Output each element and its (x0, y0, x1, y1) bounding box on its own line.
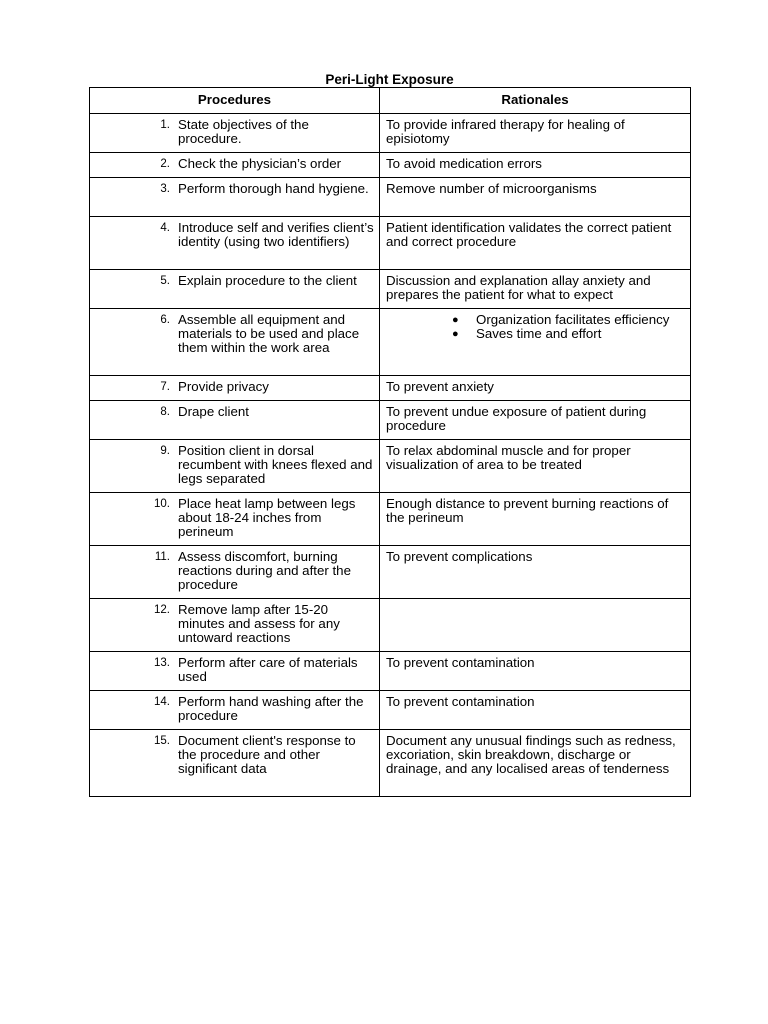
procedures-column-header: Procedures (90, 88, 380, 114)
rationale-text: To prevent anxiety (386, 379, 494, 394)
procedure-text: Check the physician’s order (178, 156, 342, 171)
rationale-cell (380, 217, 691, 270)
rationale-text (380, 599, 690, 607)
rationale-text: To relax abdominal muscle and for proper visualization of area to be treated (386, 443, 631, 473)
procedure-cell (90, 691, 380, 730)
procedure-text: Explain procedure to the client (178, 273, 357, 288)
rationale-bullet-text: Saves time and effort (476, 326, 602, 342)
table-row (90, 493, 691, 546)
rationale-cell (380, 401, 691, 440)
rationale-bullet-text: Organization facilitates efficiency (476, 312, 670, 327)
procedure-text: Position client in dorsal recumbent with knees flexed and legs separated (178, 443, 373, 487)
procedure-cell (90, 217, 380, 270)
rationale-cell (380, 153, 691, 178)
rationale-text: Enough distance to prevent burning reactions of the perineum (386, 496, 669, 526)
table-body (90, 114, 691, 797)
table-row (90, 691, 691, 730)
step-number: 4. (160, 222, 170, 234)
step-number: 12. (154, 604, 170, 616)
table-row (90, 178, 691, 217)
procedure-text: Place heat lamp between legs about 18-24 inches from perineum (178, 496, 356, 540)
rationale-text: Patient identification validates the correct patient and correct procedure (386, 220, 672, 250)
table-row (90, 440, 691, 493)
table-row (90, 599, 691, 652)
procedure-text: Perform after care of materials used (178, 655, 358, 685)
step-number: 9. (160, 445, 170, 457)
procedure-cell (90, 652, 380, 691)
rationale-text: To avoid medication errors (386, 156, 542, 171)
bullet-icon: ● (452, 328, 459, 341)
step-number: 6. (160, 314, 170, 326)
rationale-cell (380, 270, 691, 309)
rationale-text: To prevent undue exposure of patient during procedure (386, 404, 647, 434)
rationale-text: Document any unusual findings such as redness, excoriation, skin breakdown, discharge or drainage, and any localised areas of tenderness (386, 733, 676, 777)
table-header-row (90, 88, 691, 114)
procedure-text: Provide privacy (178, 379, 269, 394)
bullet-icon: ● (452, 314, 459, 326)
table-row (90, 217, 691, 270)
table-row (90, 309, 691, 376)
procedure-text: Assemble all equipment and materials to be used and place them within the work area (178, 312, 360, 356)
step-number: 7. (160, 381, 170, 393)
step-number: 2. (160, 158, 170, 170)
table-row (90, 730, 691, 797)
procedure-text: State objectives of the procedure. (178, 117, 309, 147)
rationale-cell (380, 309, 691, 376)
procedures-table (89, 87, 691, 797)
table-row (90, 153, 691, 178)
procedure-text: Drape client (178, 404, 249, 419)
rationale-text: Discussion and explanation allay anxiety and prepares the patient for what to expect (386, 273, 651, 303)
rationale-bullet-item (380, 313, 684, 327)
procedure-cell (90, 440, 380, 493)
procedure-cell (90, 546, 380, 599)
rationale-cell (380, 599, 691, 652)
procedure-cell (90, 401, 380, 440)
step-number: 13. (154, 657, 170, 669)
procedure-text: Assess discomfort, burning reactions during and after the procedure (178, 549, 351, 593)
rationale-cell (380, 114, 691, 153)
step-number: 15. (154, 735, 170, 747)
rationale-cell (380, 546, 691, 599)
table-row (90, 114, 691, 153)
step-number: 3. (160, 183, 170, 195)
document-title: Peri-Light Exposure (325, 72, 454, 87)
procedure-text: Perform hand washing after the procedure (178, 694, 364, 724)
procedure-cell (90, 599, 380, 652)
rationale-cell (380, 440, 691, 493)
rationale-cell (380, 652, 691, 691)
procedure-cell (90, 178, 380, 217)
step-number: 5. (160, 275, 170, 287)
table-row (90, 270, 691, 309)
step-number: 1. (160, 119, 170, 131)
table-row (90, 652, 691, 691)
procedure-text: Perform thorough hand hygiene. (178, 181, 369, 196)
rationale-text: To prevent contamination (386, 655, 535, 670)
rationale-text: Remove number of microorganisms (386, 181, 597, 196)
table-row (90, 376, 691, 401)
rationale-cell (380, 493, 691, 546)
procedure-cell (90, 153, 380, 178)
procedure-text: Remove lamp after 15-20 minutes and assess for any untoward reactions (178, 602, 340, 646)
procedure-cell (90, 730, 380, 797)
rationale-text: To provide infrared therapy for healing of episiotomy (386, 117, 625, 147)
rationale-bullet-item (380, 327, 684, 341)
procedure-cell (90, 376, 380, 401)
rationale-cell (380, 730, 691, 797)
procedure-cell (90, 309, 380, 376)
step-number: 8. (160, 406, 170, 418)
rationale-text: To prevent contamination (386, 694, 535, 709)
rationale-cell (380, 691, 691, 730)
rationale-cell (380, 376, 691, 401)
procedure-cell (90, 493, 380, 546)
procedure-cell (90, 114, 380, 153)
rationales-column-header: Rationales (380, 88, 691, 114)
step-number: 14. (154, 696, 170, 708)
table-row (90, 546, 691, 599)
table-row (90, 401, 691, 440)
procedure-text: Introduce self and verifies client’s identity (using two identifiers) (178, 220, 374, 250)
rationale-bullet-list (380, 309, 690, 345)
procedure-cell (90, 270, 380, 309)
step-number: 10. (154, 498, 170, 510)
rationale-text: To prevent complications (386, 549, 533, 564)
step-number: 11. (154, 551, 170, 563)
rationale-cell (380, 178, 691, 217)
procedure-text: Document client's response to the procedure and other significant data (178, 733, 356, 777)
